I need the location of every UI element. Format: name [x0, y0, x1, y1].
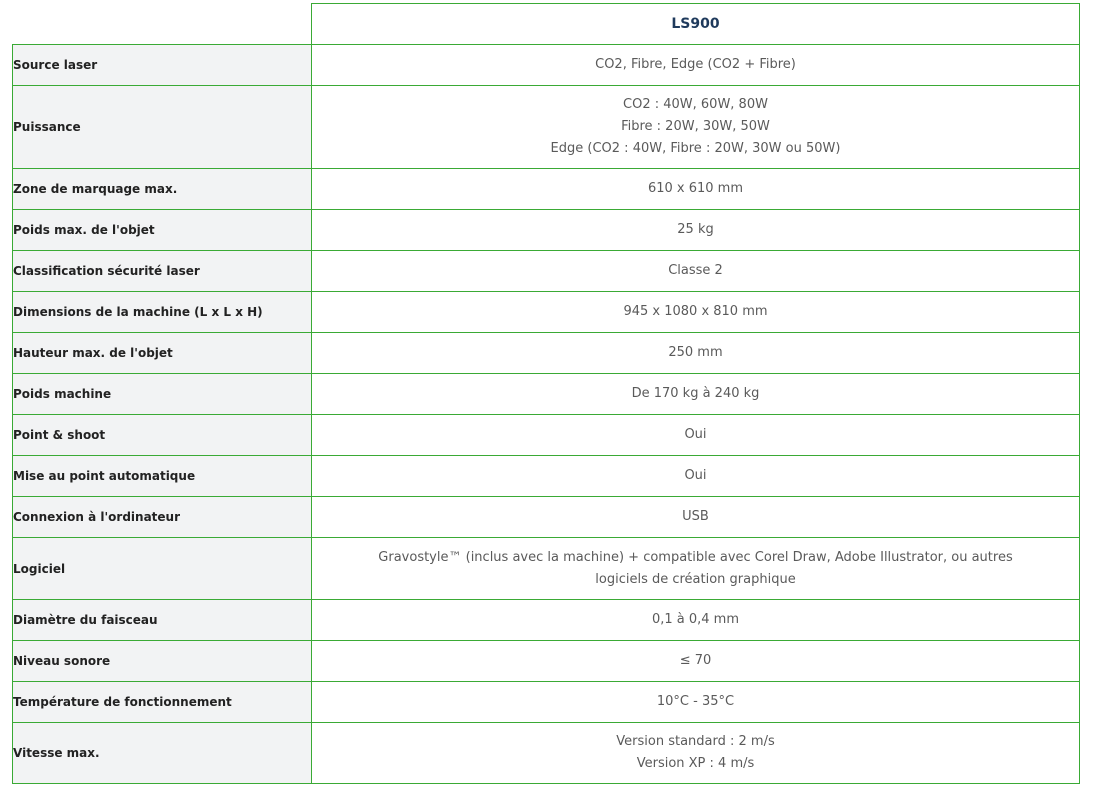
- spec-value-line: 0,1 à 0,4 mm: [651, 612, 740, 627]
- header-row: [13, 4, 1080, 45]
- spec-label: Température de fonctionnement: [13, 682, 312, 723]
- spec-label: Puissance: [13, 86, 312, 169]
- spec-value: [312, 333, 1080, 374]
- spec-value-line: Version standard : 2 m/s: [616, 734, 775, 749]
- spec-label: Dimensions de la machine (L x L x H): [13, 292, 312, 333]
- spec-value-line: Fibre : 20W, 30W, 50W: [621, 119, 770, 134]
- spec-label: Mise au point automatique: [13, 456, 312, 497]
- spec-value: [312, 641, 1080, 682]
- spec-value: [312, 374, 1080, 415]
- spec-value-line: Version XP : 4 m/s: [636, 756, 755, 771]
- spec-value-line: 610 x 610 mm: [647, 181, 744, 196]
- spec-row: [13, 251, 1080, 292]
- spec-value-line: logiciels de création graphique: [595, 571, 796, 587]
- spec-row: [13, 45, 1080, 86]
- spec-label: Point & shoot: [13, 415, 312, 456]
- spec-value-line: Gravostyle™ (inclus avec la machine) + compatible avec Corel Draw, Adobe Illustrator, ou autres: [378, 549, 1013, 565]
- spec-value: [312, 169, 1080, 210]
- spec-row: [13, 723, 1080, 784]
- spec-value-line: 945 x 1080 x 810 mm: [623, 304, 768, 319]
- spec-value-line: Oui: [684, 427, 707, 442]
- spec-label: Poids machine: [13, 374, 312, 415]
- spec-value: [312, 600, 1080, 641]
- spec-label: Classification sécurité laser: [13, 251, 312, 292]
- spec-row: [13, 415, 1080, 456]
- spec-value: [312, 723, 1080, 784]
- spec-label: Hauteur max. de l'objet: [13, 333, 312, 374]
- spec-value: [312, 538, 1080, 600]
- spec-row: [13, 210, 1080, 251]
- spec-value-line: Edge (CO2 : 40W, Fibre : 20W, 30W ou 50W): [550, 141, 841, 156]
- spec-value: [312, 45, 1080, 86]
- spec-value-line: De 170 kg à 240 kg: [631, 386, 760, 401]
- spec-value-line: ≤ 70: [679, 653, 712, 668]
- spec-label: Logiciel: [13, 538, 312, 600]
- spec-row: [13, 333, 1080, 374]
- spec-row: [13, 374, 1080, 415]
- spec-row: [13, 169, 1080, 210]
- spec-row: [13, 600, 1080, 641]
- header-empty-cell: [13, 4, 312, 45]
- spec-label: Vitesse max.: [13, 723, 312, 784]
- spec-label: Poids max. de l'objet: [13, 210, 312, 251]
- spec-value-line: CO2 : 40W, 60W, 80W: [623, 97, 768, 112]
- spec-label: Zone de marquage max.: [13, 169, 312, 210]
- spec-value-line: Oui: [684, 468, 707, 483]
- spec-row: [13, 682, 1080, 723]
- spec-value-line: 10°C - 35°C: [656, 694, 735, 709]
- spec-row: [13, 497, 1080, 538]
- spec-value: [312, 251, 1080, 292]
- spec-value: [312, 86, 1080, 169]
- spec-row: [13, 456, 1080, 497]
- spec-value: [312, 210, 1080, 251]
- spec-value-line: Classe 2: [668, 263, 723, 278]
- spec-label: Diamètre du faisceau: [13, 600, 312, 641]
- model-header: LS900: [312, 4, 1080, 45]
- spec-row: [13, 538, 1080, 600]
- specs-table: [12, 3, 1080, 784]
- specs-body: [13, 45, 1080, 784]
- spec-row: [13, 641, 1080, 682]
- spec-value: [312, 682, 1080, 723]
- spec-value: [312, 292, 1080, 333]
- spec-value-line: 250 mm: [668, 345, 723, 360]
- spec-value-line: CO2, Fibre, Edge (CO2 + Fibre): [595, 57, 796, 72]
- spec-row: [13, 86, 1080, 169]
- spec-label: Connexion à l'ordinateur: [13, 497, 312, 538]
- spec-value: [312, 497, 1080, 538]
- spec-label: Source laser: [13, 45, 312, 86]
- spec-label: Niveau sonore: [13, 641, 312, 682]
- spec-value-line: 25 kg: [677, 222, 714, 237]
- spec-value-line: USB: [682, 509, 709, 524]
- spec-value: [312, 456, 1080, 497]
- spec-row: [13, 292, 1080, 333]
- spec-value: [312, 415, 1080, 456]
